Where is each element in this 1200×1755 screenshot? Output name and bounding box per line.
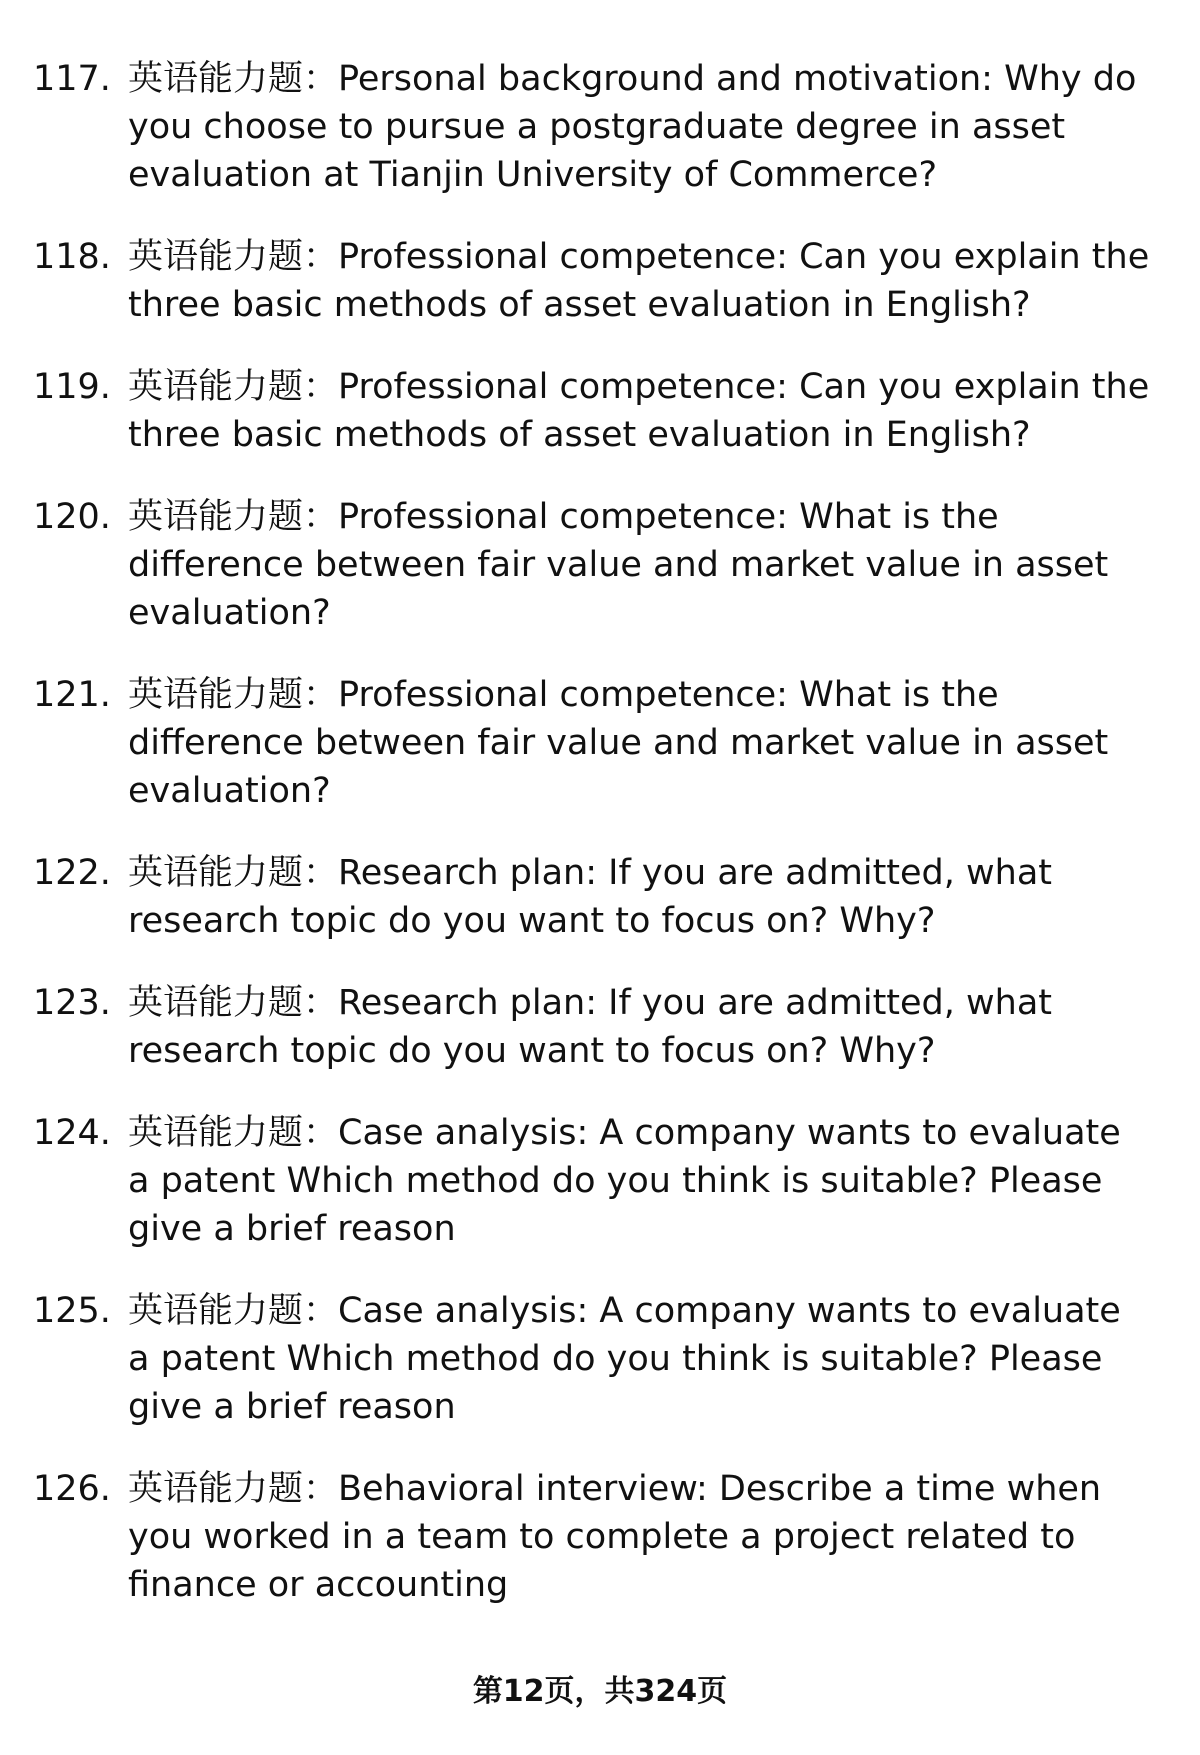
question-list	[33, 55, 1153, 1643]
question-number: 124.	[33, 1113, 111, 1153]
question-text: 英语能力题：Research plan: If you are admitted, what research topic do you want to focus on? Why?	[128, 983, 1052, 1071]
question-text: 英语能力题：Professional competence: Can you explain the three basic methods of asset evaluation in English?	[128, 367, 1150, 455]
question-item	[33, 55, 1153, 199]
question-number: 125.	[33, 1291, 111, 1331]
question-item	[33, 671, 1153, 815]
question-text: 英语能力题：Research plan: If you are admitted, what research topic do you want to focus on? Why?	[128, 853, 1052, 941]
question-number: 123.	[33, 983, 111, 1023]
question-text: 英语能力题：Professional competence: What is the difference between fair value and market value in asset evaluation?	[128, 497, 1109, 633]
question-text: 英语能力题：Personal background and motivation: Why do you choose to pursue a postgraduate degree in asset evaluation at Tianjin University of Commerce?	[128, 59, 1137, 195]
question-text: 英语能力题：Behavioral interview: Describe a time when you worked in a team to complete a project related to finance or accounting	[128, 1469, 1102, 1605]
question-item	[33, 233, 1153, 329]
question-number: 118.	[33, 237, 111, 277]
question-item	[33, 1109, 1153, 1253]
question-text: 英语能力题：Professional competence: Can you explain the three basic methods of asset evaluation in English?	[128, 237, 1150, 325]
question-item	[33, 849, 1153, 945]
question-number: 126.	[33, 1469, 111, 1509]
question-number: 119.	[33, 367, 111, 407]
question-item	[33, 493, 1153, 637]
question-text: 英语能力题：Case analysis: A company wants to evaluate a patent Which method do you think is suitable? Please give a brief reason	[128, 1291, 1121, 1427]
question-text: 英语能力题：Case analysis: A company wants to evaluate a patent Which method do you think is suitable? Please give a brief reason	[128, 1113, 1121, 1249]
question-item	[33, 1287, 1153, 1431]
question-item	[33, 363, 1153, 459]
question-number: 122.	[33, 853, 111, 893]
question-item	[33, 1465, 1153, 1609]
question-text: 英语能力题：Professional competence: What is the difference between fair value and market value in asset evaluation?	[128, 675, 1109, 811]
question-number: 121.	[33, 675, 111, 715]
page-footer: 第12页，共324页	[472, 1674, 728, 1709]
question-item	[33, 979, 1153, 1075]
question-number: 117.	[33, 59, 111, 99]
question-number: 120.	[33, 497, 111, 537]
